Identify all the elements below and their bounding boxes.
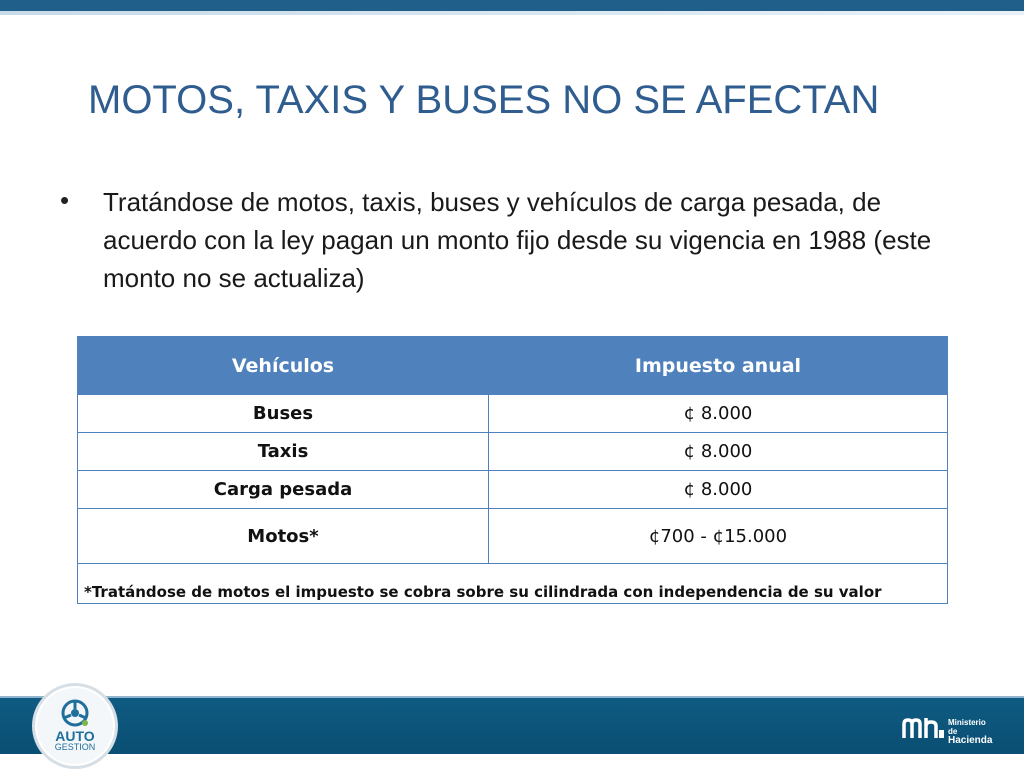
autogestion-logo-line2: GESTION [54, 742, 96, 752]
autogestion-logo-line1: AUTO [55, 728, 95, 744]
vehicle-cell: Buses [78, 395, 489, 433]
tax-cell: ¢ 8.000 [489, 395, 948, 433]
table-row [78, 509, 948, 564]
vehicle-tax-table [77, 336, 948, 604]
steering-wheel-icon [60, 698, 90, 728]
slide-title: MOTOS, TAXIS Y BUSES NO SE AFECTAN [88, 78, 880, 122]
tax-cell: ¢ 8.000 [489, 433, 948, 471]
header-impuesto-anual: Impuesto anual [489, 337, 948, 395]
ministry-line2: Hacienda [948, 735, 993, 746]
table-footnote: *Tratándose de motos el impuesto se cobra sobre su cilindrada con independencia de su valor [78, 564, 948, 604]
table-row [78, 433, 948, 471]
bullet-text: Tratándose de motos, taxis, buses y vehículos de carga pesada, de acuerdo con la ley pagan un monto fijo desde su vigencia en 1988 (este monto no se actualiza) [103, 187, 932, 293]
ministry-name [948, 718, 992, 745]
table-row [78, 471, 948, 509]
footer-bottom-strip [0, 754, 1024, 768]
ministerio-hacienda-logo [902, 714, 993, 746]
autogestion-logo [32, 683, 118, 769]
table-footnote-row [78, 564, 948, 604]
bullet-dot-icon: • [60, 185, 70, 215]
mh-mark-icon [902, 716, 946, 740]
table-row [78, 395, 948, 433]
footer-band [0, 698, 1024, 754]
header-vehiculos: Vehículos [78, 337, 489, 395]
tax-cell: ¢700 - ¢15.000 [489, 509, 948, 564]
ministry-line1: Ministerio de [948, 718, 986, 736]
vehicle-cell: Motos* [78, 509, 489, 564]
vehicle-cell: Carga pesada [78, 471, 489, 509]
vehicle-cell: Taxis [78, 433, 489, 471]
table-header-row [78, 337, 948, 395]
top-accent-bar-light [0, 11, 1024, 15]
tax-cell: ¢ 8.000 [489, 471, 948, 509]
top-accent-bar [0, 0, 1024, 11]
